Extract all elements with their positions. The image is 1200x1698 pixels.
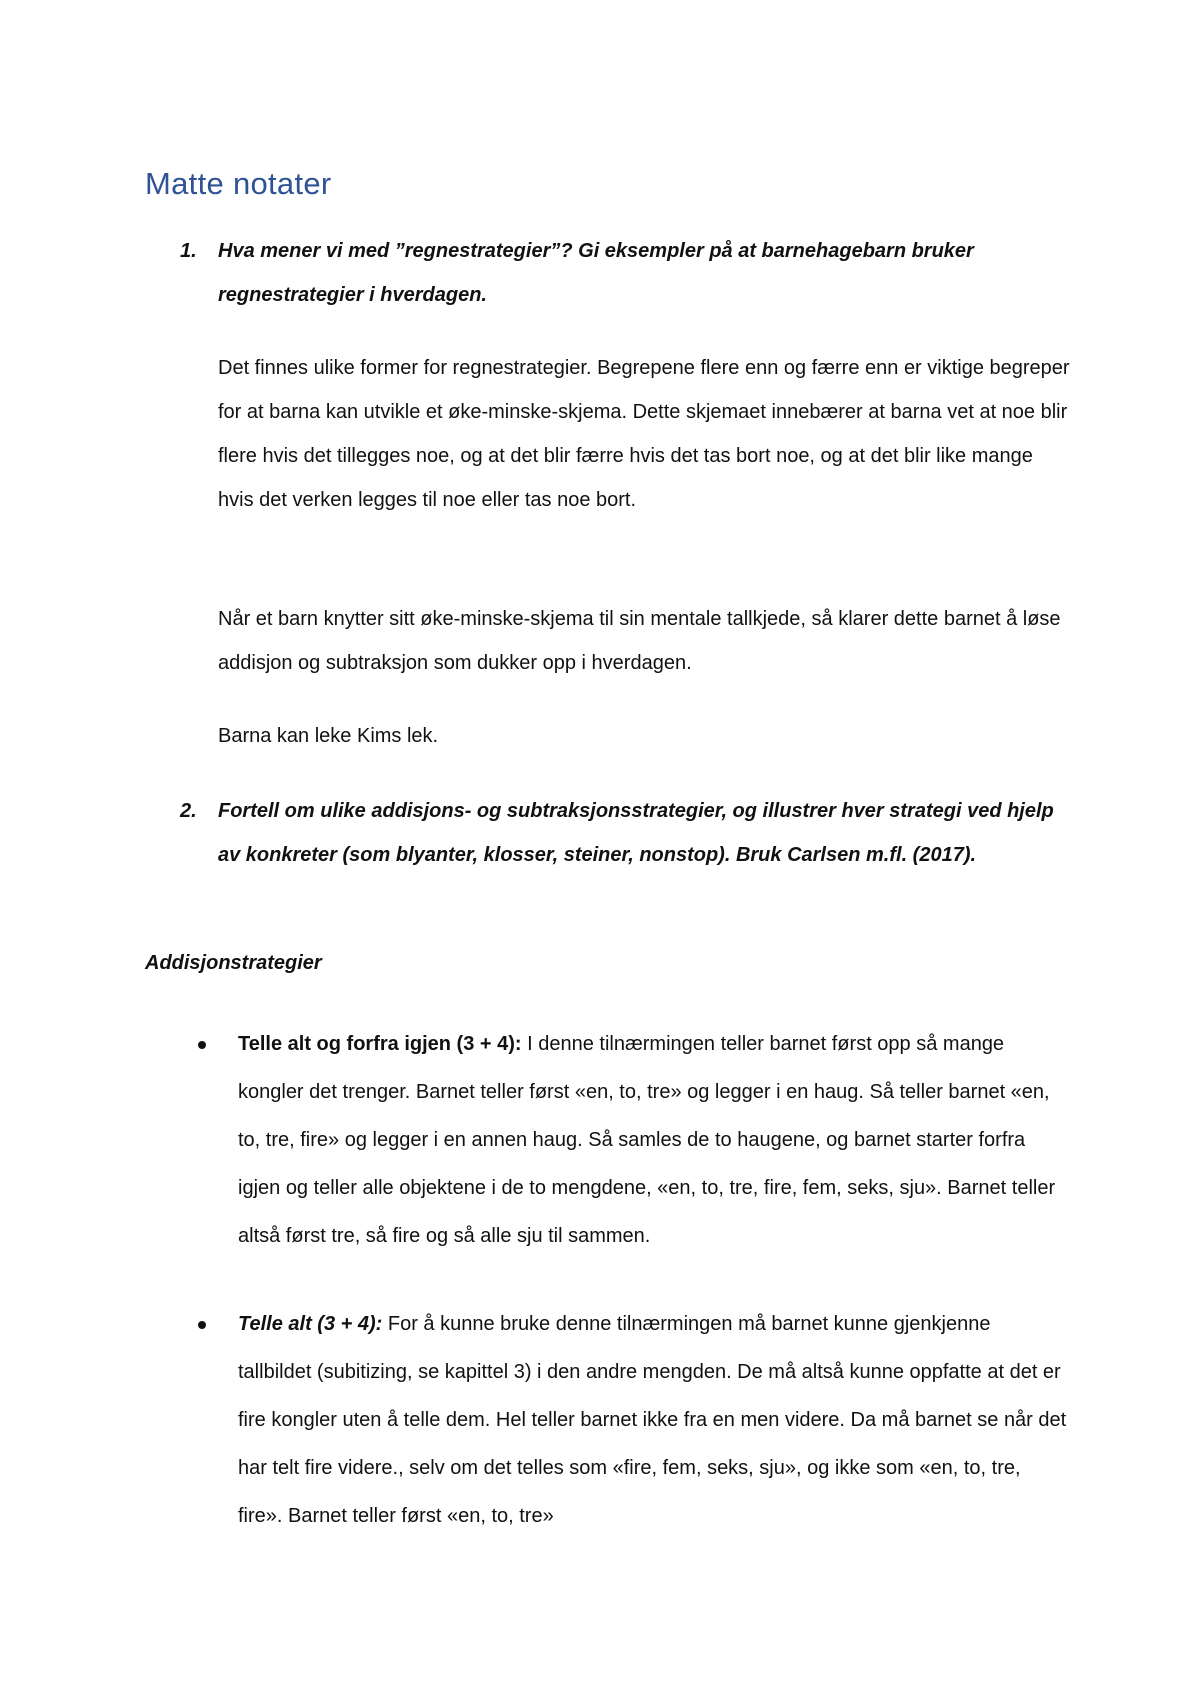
question-number: 1. xyxy=(180,240,197,262)
bullet-label: Telle alt (3 + 4): xyxy=(238,1313,383,1335)
question-text: Hva mener vi med ”regnestrategier”? Gi eksempler på at barnehagebarn bruker regnestrategier i hverdagen. xyxy=(218,240,974,306)
bullet-text: I denne tilnærmingen teller barnet først opp så mange kongler det trenger. Barnet teller først «en, to, tre» og legger i en haug. Så teller barnet «en, to, tre, fire» og legger i en annen haug. Så samles de to haugene, og barnet starter forfra igjen og teller alle objektene i de to mengdene, «en, to, tre, fire, fem, seks, sju». Barnet teller altså først tre, så fire og så alle sju til sammen. xyxy=(238,1033,1056,1247)
bullet-dot xyxy=(198,1321,206,1329)
bullet-item xyxy=(238,1020,1068,1260)
question-1 xyxy=(180,229,1068,317)
bullet-dot xyxy=(198,1041,206,1049)
bullet-item xyxy=(238,1300,1068,1540)
question-2 xyxy=(180,789,1068,877)
answer-1-paragraph-3: Barna kan leke Kims lek. xyxy=(218,725,439,747)
bullet-label: Telle alt og forfra igjen (3 + 4): xyxy=(238,1033,522,1055)
document-title: Matte notater xyxy=(145,166,332,201)
answer-1-paragraph-2: Når et barn knytter sitt øke-minske-skjema til sin mentale tallkjede, så klarer dette barnet å løse addisjon og subtraksjon som dukker opp i hverdagen. xyxy=(218,608,1061,674)
bullet-text: For å kunne bruke denne tilnærmingen må barnet kunne gjenkjenne tallbildet (subitizing, se kapittel 3) i den andre mengden. De må altså kunne oppfatte at det er fire kongler uten å telle dem. Hel teller barnet ikke fra en men videre. Da må barnet se når det har telt fire videre., selv om det telles som «fire, fem, seks, sju», og ikke som «en, to, tre, fire». Barnet teller først «en, to, tre» xyxy=(238,1313,1067,1527)
answer-1-paragraph-1: Det finnes ulike former for regnestrategier. Begrepene flere enn og færre enn er viktige begreper for at barna kan utvikle et øke-minske-skjema. Dette skjemaet innebærer at barna vet at noe blir flere hvis det tillegges noe, og at det blir færre hvis det tas bort noe, og at det blir like mange hvis det verken legges til noe eller tas noe bort. xyxy=(218,357,1070,511)
subheading-addition-strategies: Addisjonstrategier xyxy=(145,952,322,974)
question-number: 2. xyxy=(180,800,197,822)
question-text: Fortell om ulike addisjons- og subtraksjonsstrategier, og illustrer hver strategi ved hjelp av konkreter (som blyanter, klosser, steiner, nonstop). Bruk Carlsen m.fl. (2017). xyxy=(218,800,1054,866)
